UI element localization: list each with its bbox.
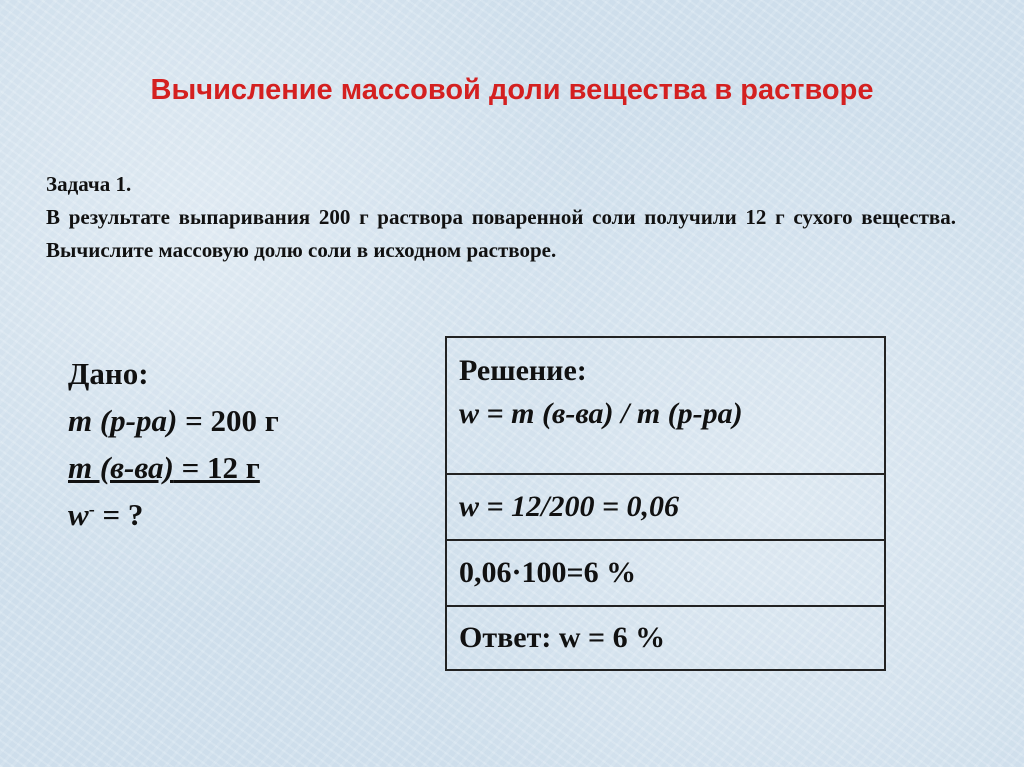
substance-mass-value: = 12 г xyxy=(173,450,260,485)
solution-cell-formula xyxy=(446,337,885,474)
solution-percent: 0,06·100=6 % xyxy=(446,540,885,606)
unknown-dash: - xyxy=(88,499,95,519)
solution-row-formula xyxy=(446,337,885,474)
solution-row-answer xyxy=(446,606,885,670)
solution-row-calc xyxy=(446,474,885,540)
problem-text: В результате выпаривания 200 г раствора поваренной соли получили 12 г сухого вещества. Вычислите массовую долю соли в исходном растворе. xyxy=(46,205,956,262)
given-unknown xyxy=(68,491,279,543)
solution-heading: Решение: xyxy=(459,354,587,387)
solution-formula: w = m (в-ва) / m (р-ра) xyxy=(459,397,743,430)
unknown-var: w xyxy=(68,497,89,532)
substance-mass-var: m (в-ва) xyxy=(68,450,174,485)
solution-mass-value: = 200 г xyxy=(177,403,279,438)
given-solution-mass xyxy=(68,397,279,444)
given-substance-mass xyxy=(68,444,279,491)
solution-mass-var: m (р-ра) xyxy=(68,403,178,438)
solution-table xyxy=(445,336,886,671)
problem-statement xyxy=(46,168,956,267)
solution-answer: Ответ: w = 6 % xyxy=(446,606,885,670)
slide-title: Вычисление массовой доли вещества в растворе xyxy=(150,74,874,106)
given-block xyxy=(68,350,279,543)
solution-row-percent xyxy=(446,540,885,606)
solution-calc: w = 12/200 = 0,06 xyxy=(446,474,885,540)
problem-heading: Задача 1. xyxy=(46,172,132,196)
unknown-value: = ? xyxy=(94,497,144,532)
given-heading: Дано: xyxy=(68,356,149,391)
